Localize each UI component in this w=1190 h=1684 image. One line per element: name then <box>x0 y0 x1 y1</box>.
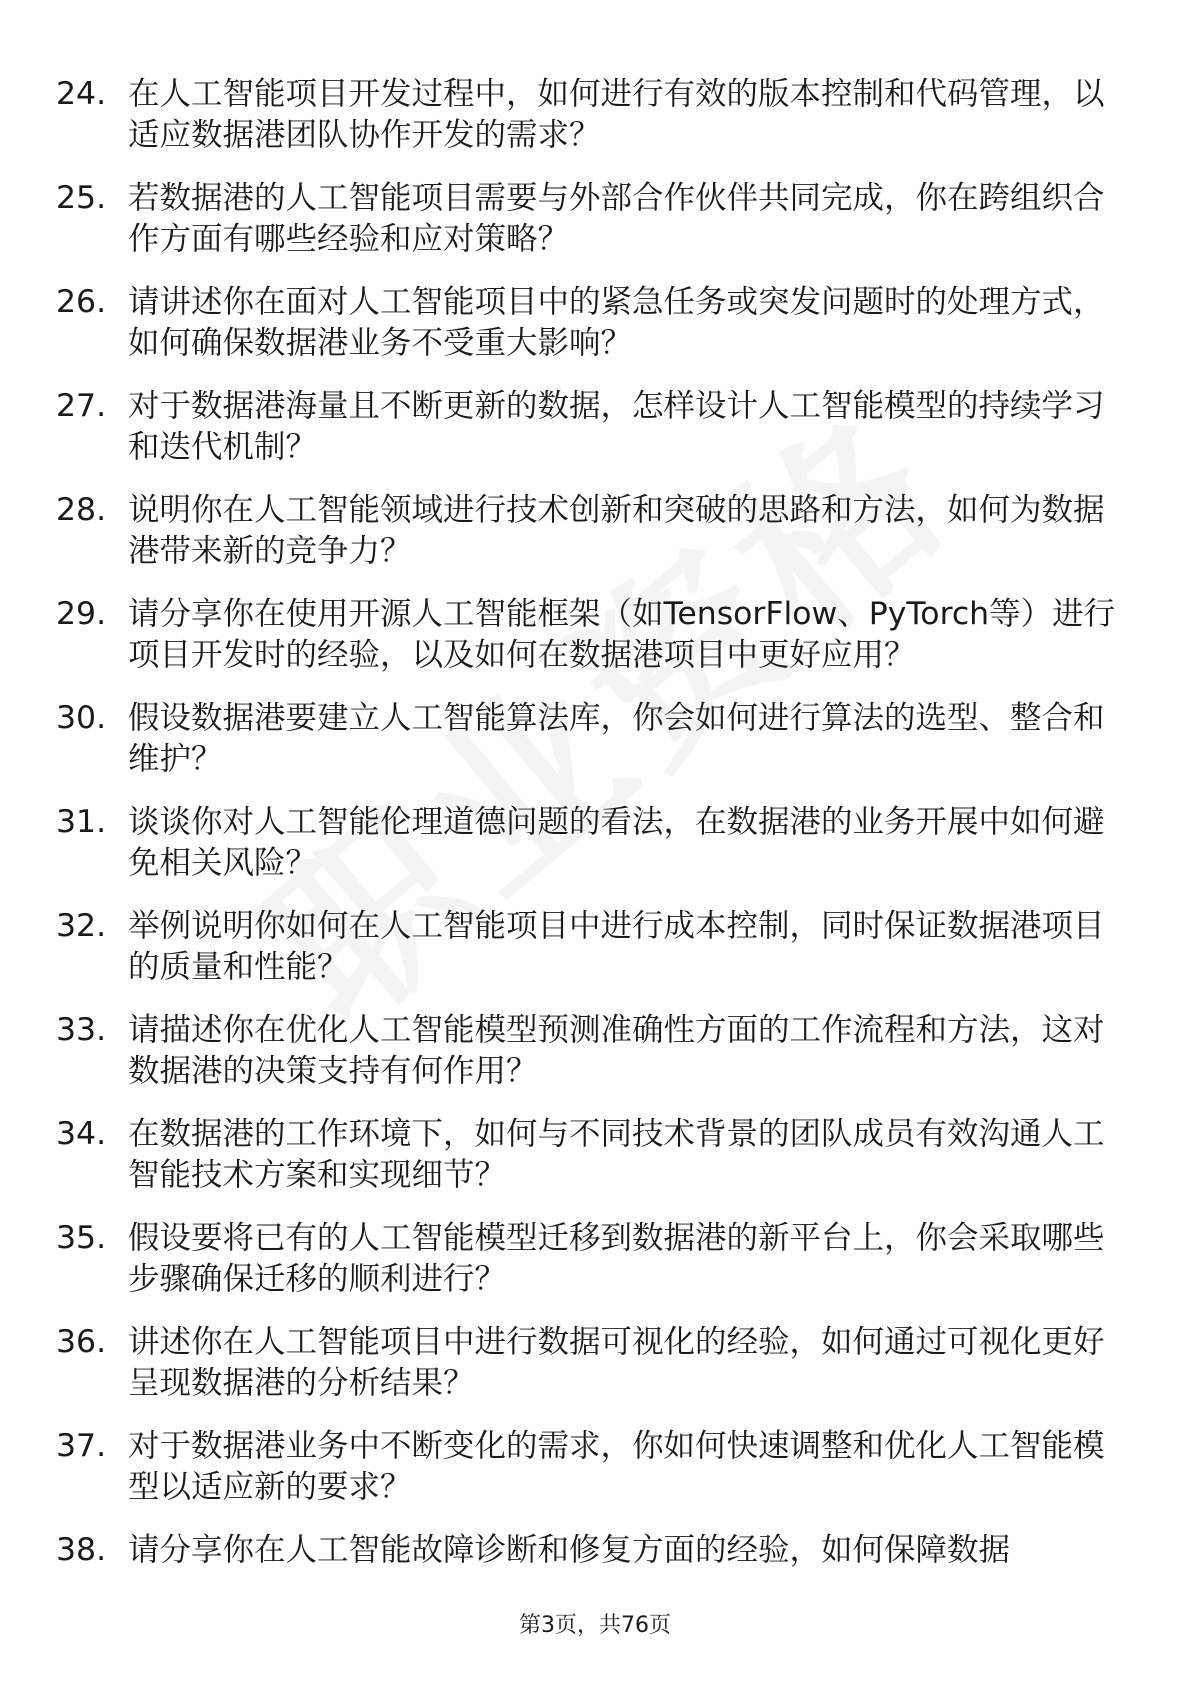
question-item <box>56 282 1116 364</box>
question-item <box>56 1322 1116 1404</box>
question-item <box>56 1426 1116 1508</box>
question-item <box>56 1114 1116 1196</box>
question-number: 30. <box>56 700 107 736</box>
question-item <box>56 490 1116 572</box>
question-text: 举例说明你如何在人工智能项目中进行成本控制，同时保证数据港项目的质量和性能？ <box>128 908 1105 985</box>
question-number: 24. <box>56 76 107 112</box>
question-item <box>56 1218 1116 1300</box>
question-number: 37. <box>56 1428 107 1464</box>
question-number: 31. <box>56 804 107 840</box>
question-item <box>56 906 1116 988</box>
question-number: 33. <box>56 1012 107 1048</box>
page-footer: 第3页，共76页 <box>519 1613 671 1638</box>
question-text: 谈谈你对人工智能伦理道德问题的看法，在数据港的业务开展中如何避免相关风险？ <box>128 804 1105 881</box>
question-text: 在人工智能项目开发过程中，如何进行有效的版本控制和代码管理，以适应数据港团队协作开发的需求？ <box>128 76 1105 153</box>
question-number: 25. <box>56 180 107 216</box>
question-text: 对于数据港海量且不断更新的数据，怎样设计人工智能模型的持续学习和迭代机制？ <box>128 388 1105 465</box>
question-number: 34. <box>56 1116 107 1152</box>
question-item <box>56 1530 1116 1571</box>
question-text: 说明你在人工智能领域进行技术创新和突破的思路和方法，如何为数据港带来新的竞争力？ <box>128 492 1105 569</box>
question-text: 请分享你在使用开源人工智能框架（如TensorFlow、PyTorch等）进行项目开发时的经验，以及如何在数据港项目中更好应用？ <box>128 596 1116 673</box>
question-text: 若数据港的人工智能项目需要与外部合作伙伴共同完成，你在跨组织合作方面有哪些经验和应对策略？ <box>128 180 1105 257</box>
question-item <box>56 802 1116 884</box>
question-number: 38. <box>56 1532 107 1568</box>
question-text: 在数据港的工作环境下，如何与不同技术背景的团队成员有效沟通人工智能技术方案和实现细节？ <box>128 1116 1105 1193</box>
question-text: 请讲述你在面对人工智能项目中的紧急任务或突发问题时的处理方式，如何确保数据港业务不受重大影响？ <box>128 284 1105 361</box>
question-number: 26. <box>56 284 107 320</box>
question-text: 请分享你在人工智能故障诊断和修复方面的经验，如何保障数据 <box>128 1532 1011 1568</box>
question-number: 35. <box>56 1220 107 1256</box>
question-item <box>56 74 1116 156</box>
question-text: 对于数据港业务中不断变化的需求，你如何快速调整和优化人工智能模型以适应新的要求？ <box>128 1428 1105 1505</box>
question-number: 27. <box>56 388 107 424</box>
question-number: 36. <box>56 1324 107 1360</box>
question-list <box>56 74 1116 1593</box>
question-text: 假设数据港要建立人工智能算法库，你会如何进行算法的选型、整合和维护？ <box>128 700 1105 777</box>
question-item <box>56 594 1116 676</box>
question-text: 讲述你在人工智能项目中进行数据可视化的经验，如何通过可视化更好呈现数据港的分析结果？ <box>128 1324 1105 1401</box>
question-text: 假设要将已有的人工智能模型迁移到数据港的新平台上，你会采取哪些步骤确保迁移的顺利进行？ <box>128 1220 1105 1297</box>
question-item <box>56 698 1116 780</box>
question-item <box>56 178 1116 260</box>
question-item <box>56 1010 1116 1092</box>
question-number: 28. <box>56 492 107 528</box>
question-item <box>56 386 1116 468</box>
question-number: 29. <box>56 596 107 632</box>
question-number: 32. <box>56 908 107 944</box>
question-text: 请描述你在优化人工智能模型预测准确性方面的工作流程和方法，这对数据港的决策支持有何作用？ <box>128 1012 1105 1089</box>
